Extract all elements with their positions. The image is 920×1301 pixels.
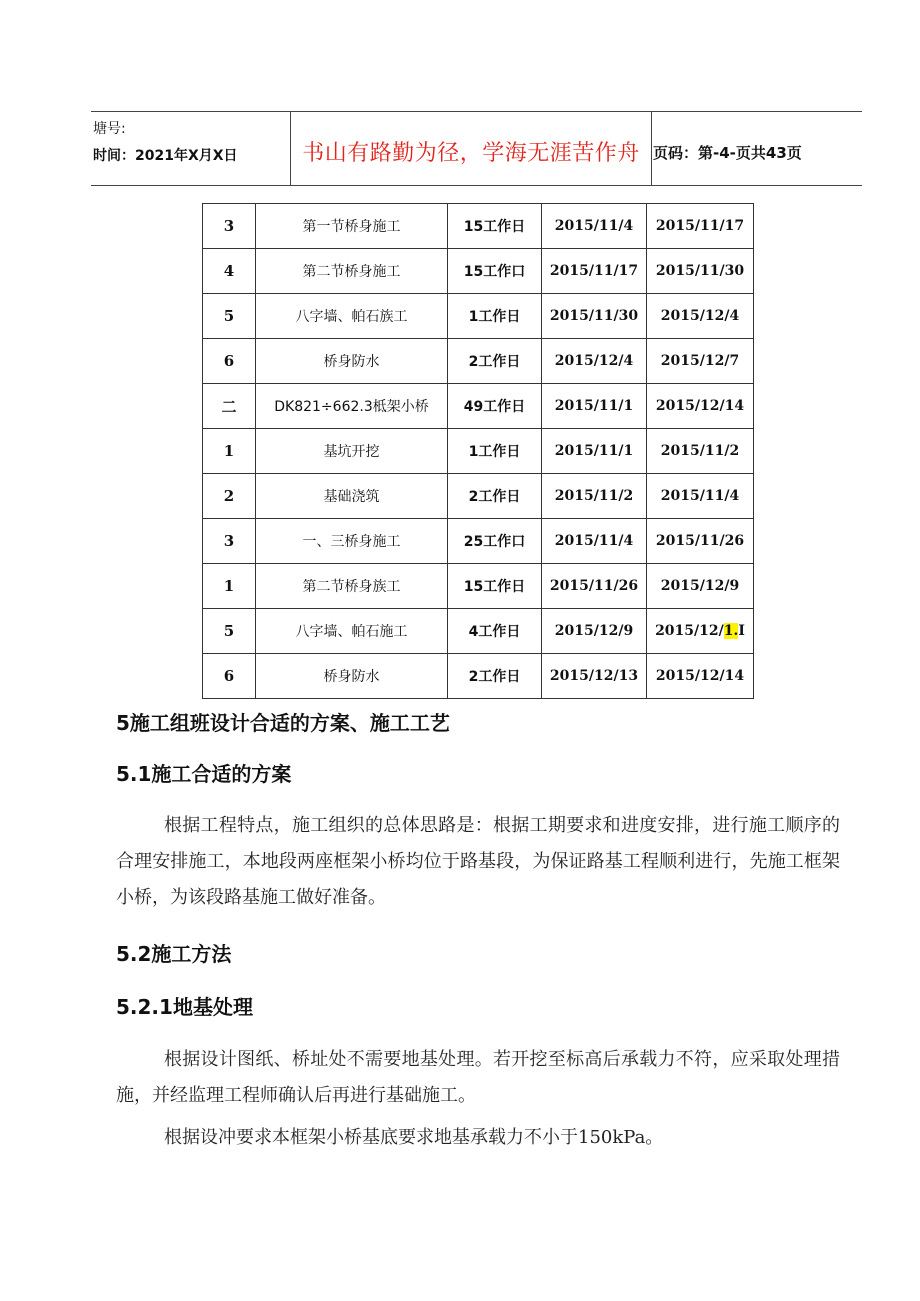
schedule-table bbox=[202, 203, 754, 699]
schedule-start-cell: 2015/11/2 bbox=[542, 474, 647, 519]
header-right-cell bbox=[651, 112, 862, 185]
doc-code-label: 塘号: bbox=[93, 121, 126, 137]
section-5-1-title: 5.1施工合适的方案 bbox=[116, 762, 292, 786]
schedule-no-cell: 6 bbox=[203, 654, 256, 699]
header-motto-cell bbox=[290, 112, 652, 185]
schedule-no-cell: 5 bbox=[203, 609, 256, 654]
schedule-no-cell: 5 bbox=[203, 294, 256, 339]
schedule-duration-cell: 49工作日 bbox=[448, 384, 542, 429]
schedule-end-cell: 2015/11/4 bbox=[647, 474, 754, 519]
schedule-task-cell: 桥身防水 bbox=[256, 654, 448, 699]
schedule-duration-cell: 15工作口 bbox=[448, 249, 542, 294]
schedule-duration-cell: 2工作日 bbox=[448, 339, 542, 384]
schedule-end-cell: 2015/12/4 bbox=[647, 294, 754, 339]
schedule-no-cell: 1 bbox=[203, 564, 256, 609]
schedule-row bbox=[203, 474, 754, 519]
schedule-start-cell: 2015/11/4 bbox=[542, 204, 647, 249]
page-number-label: 页码：第-4-页共43页 bbox=[653, 144, 802, 162]
schedule-end-cell: 2015/11/2 bbox=[647, 429, 754, 474]
schedule-duration-cell: 15工作日 bbox=[448, 204, 542, 249]
section-5-2-1-paragraph-1: 根据设计图纸、桥址处不需要地基处理。若开挖至标高后承载力不符，应采取处理措施，并经监理工程师确认后再进行基础施工。 bbox=[116, 1049, 840, 1106]
schedule-row bbox=[203, 609, 754, 654]
header-motto: 书山有路勤为径，学海无涯苦作舟 bbox=[302, 141, 640, 166]
schedule-duration-cell: 1工作日 bbox=[448, 429, 542, 474]
schedule-row bbox=[203, 294, 754, 339]
schedule-start-cell: 2015/11/30 bbox=[542, 294, 647, 339]
schedule-no-cell: 2 bbox=[203, 474, 256, 519]
schedule-row bbox=[203, 654, 754, 699]
schedule-end-cell: 2015/12/9 bbox=[647, 564, 754, 609]
schedule-duration-cell: 1工作日 bbox=[448, 294, 542, 339]
schedule-no-cell: 二 bbox=[203, 384, 256, 429]
schedule-end-cell: 2015/11/17 bbox=[647, 204, 754, 249]
schedule-task-cell: 基础浇筑 bbox=[256, 474, 448, 519]
schedule-row bbox=[203, 204, 754, 249]
schedule-start-cell: 2015/12/9 bbox=[542, 609, 647, 654]
schedule-task-cell: 一、三桥身施工 bbox=[256, 519, 448, 564]
schedule-no-cell: 3 bbox=[203, 204, 256, 249]
section-5-2-1-title: 5.2.1地基处理 bbox=[116, 995, 253, 1019]
schedule-task-cell: 第二节桥身族工 bbox=[256, 564, 448, 609]
schedule-start-cell: 2015/11/4 bbox=[542, 519, 647, 564]
schedule-end-cell bbox=[647, 609, 754, 654]
schedule-duration-cell: 2工作日 bbox=[448, 654, 542, 699]
schedule-task-cell: 第一节桥身施工 bbox=[256, 204, 448, 249]
schedule-no-cell: 3 bbox=[203, 519, 256, 564]
schedule-task-cell: 第二节桥身施工 bbox=[256, 249, 448, 294]
schedule-table-body bbox=[203, 204, 754, 699]
schedule-start-cell: 2015/11/17 bbox=[542, 249, 647, 294]
schedule-end-cell: 2015/12/14 bbox=[647, 384, 754, 429]
schedule-task-cell: 八字墙、帕石族工 bbox=[256, 294, 448, 339]
page-header bbox=[91, 111, 862, 186]
schedule-row bbox=[203, 429, 754, 474]
schedule-task-cell: 桥身防水 bbox=[256, 339, 448, 384]
section-5-1-paragraph: 根据工程特点，施工组织的总体思路是：根据工期要求和进度安排，进行施工顺序的合理安排施工，本地段两座框架小桥均位于路基段，为保证路基工程顺利进行，先施工框架小桥，为该段路基施工做好准备。 bbox=[116, 815, 840, 908]
schedule-task-cell: 基坑开挖 bbox=[256, 429, 448, 474]
schedule-end-cell: 2015/12/7 bbox=[647, 339, 754, 384]
schedule-row bbox=[203, 339, 754, 384]
schedule-start-cell: 2015/11/1 bbox=[542, 384, 647, 429]
header-left-cell bbox=[91, 112, 290, 185]
schedule-task-cell: DK821÷662.3柢架小桥 bbox=[256, 384, 448, 429]
schedule-start-cell: 2015/12/13 bbox=[542, 654, 647, 699]
schedule-start-cell: 2015/12/4 bbox=[542, 339, 647, 384]
section-5-2-title: 5.2施工方法 bbox=[116, 942, 232, 966]
schedule-row bbox=[203, 564, 754, 609]
schedule-duration-cell: 4工作日 bbox=[448, 609, 542, 654]
schedule-no-cell: 4 bbox=[203, 249, 256, 294]
schedule-no-cell: 1 bbox=[203, 429, 256, 474]
section-5-title: 5施工组班设计合适的方案、施工工艺 bbox=[116, 711, 450, 735]
schedule-end-text: 2015/12/ bbox=[655, 623, 724, 639]
schedule-start-cell: 2015/11/26 bbox=[542, 564, 647, 609]
schedule-end-cell: 2015/11/26 bbox=[647, 519, 754, 564]
schedule-end-cell: 2015/11/30 bbox=[647, 249, 754, 294]
schedule-end-tail: I bbox=[738, 623, 745, 639]
schedule-row bbox=[203, 519, 754, 564]
schedule-task-cell: 八字墙、帕石施工 bbox=[256, 609, 448, 654]
highlight-mark: 1. bbox=[723, 623, 739, 639]
schedule-duration-cell: 15工作日 bbox=[448, 564, 542, 609]
schedule-duration-cell: 25工作口 bbox=[448, 519, 542, 564]
doc-time-label: 时间：2021年X月X日 bbox=[93, 148, 238, 164]
schedule-no-cell: 6 bbox=[203, 339, 256, 384]
schedule-start-cell: 2015/11/1 bbox=[542, 429, 647, 474]
schedule-duration-cell: 2工作日 bbox=[448, 474, 542, 519]
section-5-2-1-paragraph-2: 根据设冲要求本框架小桥基底要求地基承载力不小于150kPa。 bbox=[164, 1127, 664, 1148]
schedule-row bbox=[203, 384, 754, 429]
schedule-row bbox=[203, 249, 754, 294]
schedule-end-cell: 2015/12/14 bbox=[647, 654, 754, 699]
